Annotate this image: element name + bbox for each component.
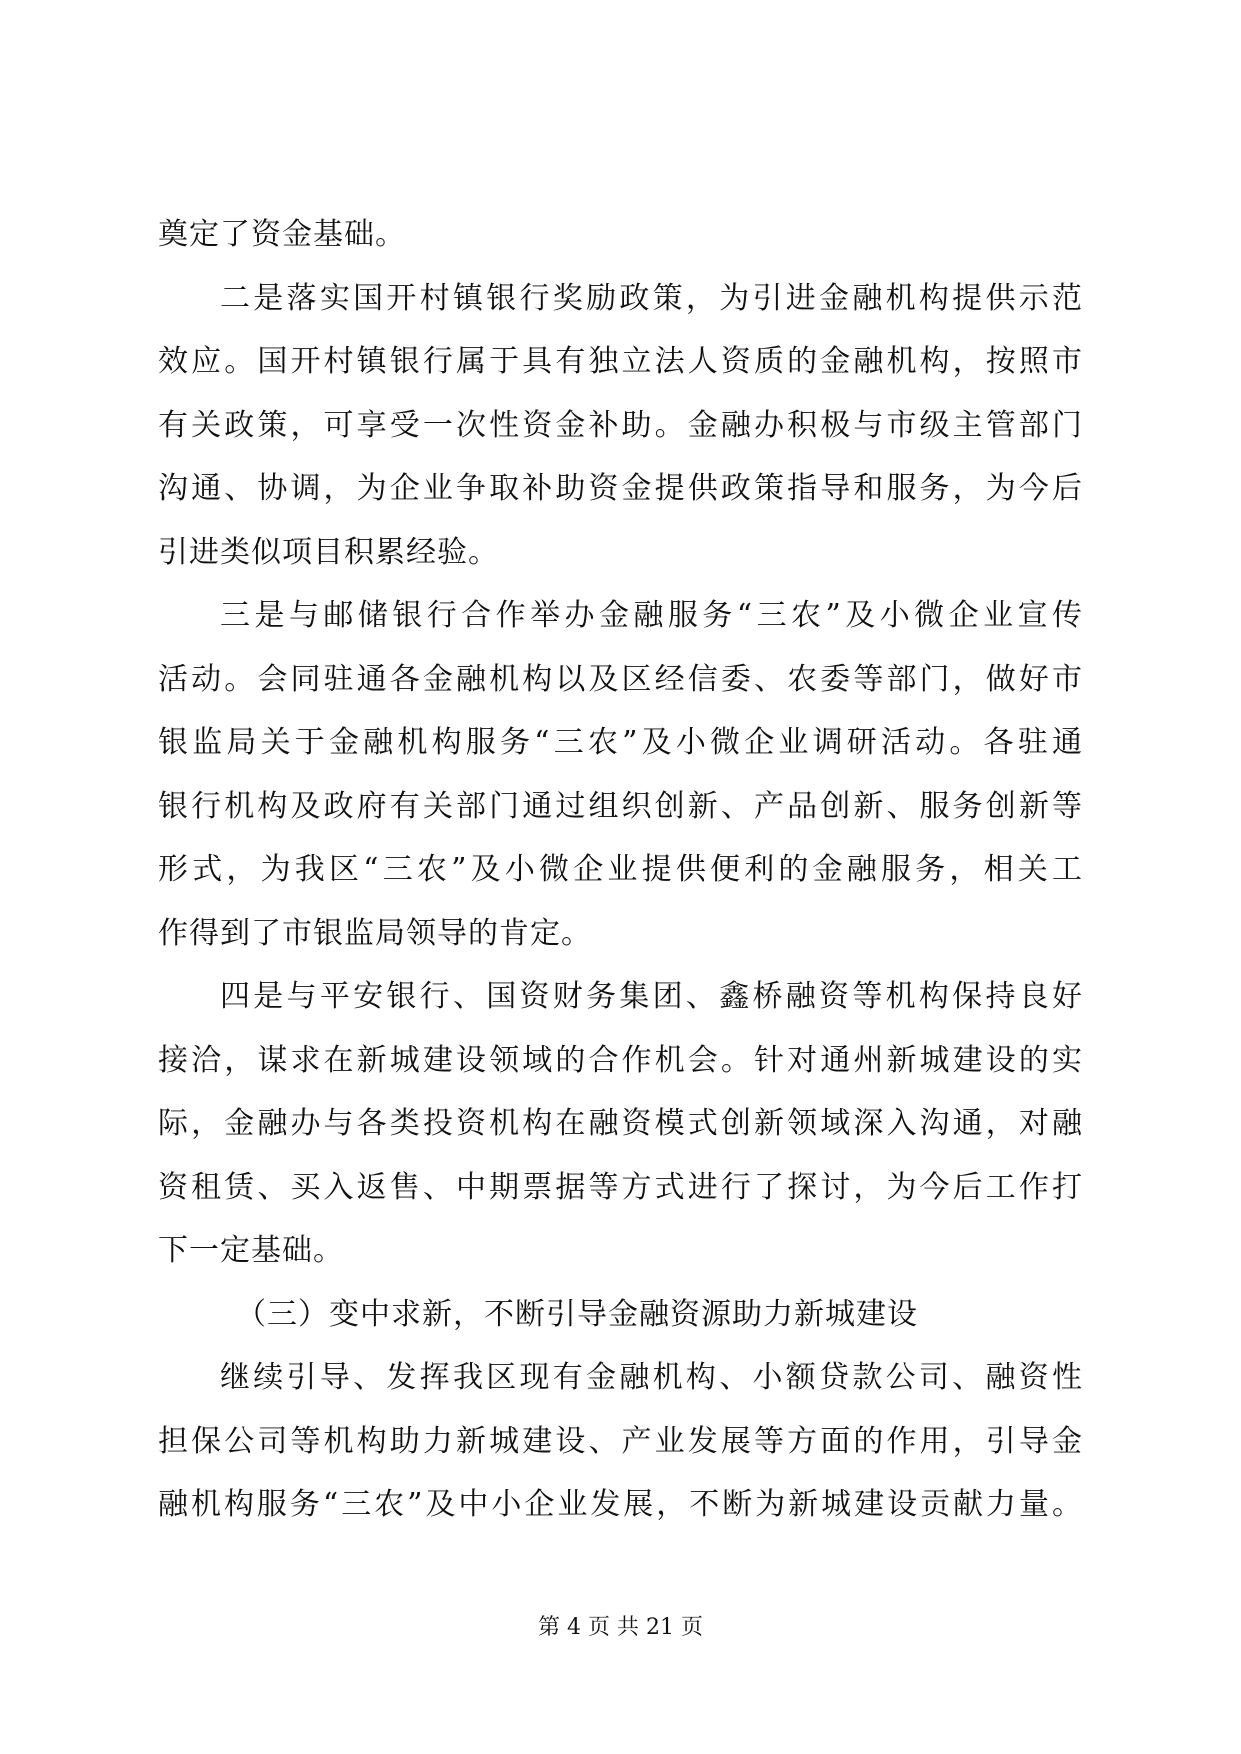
- text-line: 下一定基础。: [158, 1233, 344, 1268]
- text-line: 形式，为我区“三农”及小微企业提供便利的金融服务，相关工: [158, 852, 1083, 887]
- text-line: 三是与邮储银行合作举办金融服务“三农”及小微企业宣传: [220, 598, 1083, 633]
- document-body: [158, 203, 1083, 1537]
- text-line: 引进类似项目积累经验。: [158, 534, 499, 570]
- text-line: 奠定了资金基础。: [158, 217, 406, 252]
- text-line: 资租赁、买入返售、中期票据等方式进行了探讨，为今后工作打: [158, 1169, 1083, 1205]
- text-line: 银监局关于金融机构服务“三农”及小微企业调研活动。各驻通: [158, 725, 1083, 760]
- text-line: 二是落实国开村镇银行奖励政策，为引进金融机构提供示范: [220, 280, 1083, 316]
- text-line: 际，金融办与各类投资机构在融资模式创新领域深入沟通，对融: [158, 1106, 1083, 1141]
- paragraph: [158, 203, 1083, 267]
- paragraph: [158, 267, 1083, 585]
- section-heading-text: （三）变中求新，不断引导金融资源助力新城建设: [236, 1296, 918, 1332]
- text-line: 效应。国开村镇银行属于具有独立法人资质的金融机构，按照市: [158, 344, 1083, 379]
- text-line: 担保公司等机构助力新城建设、产业发展等方面的作用，引导金: [158, 1423, 1083, 1459]
- text-line: 接洽，谋求在新城建设领域的合作机会。针对通州新城建设的实: [158, 1042, 1083, 1078]
- section-heading: [158, 1283, 1083, 1347]
- paragraph: [158, 965, 1083, 1283]
- page-number: 第 4 页 共 21 页: [538, 1615, 703, 1640]
- text-line: 沟通、协调，为企业争取补助资金提供政策指导和服务，为今后: [158, 471, 1083, 506]
- text-line: 继续引导、发挥我区现有金融机构、小额贷款公司、融资性: [220, 1360, 1083, 1395]
- text-line: 四是与平安银行、国资财务集团、鑫桥融资等机构保持良好: [220, 979, 1083, 1014]
- text-line: 融机构服务“三农”及中小企业发展，不断为新城建设贡献力量。: [158, 1487, 1083, 1522]
- paragraph: [158, 584, 1083, 965]
- text-line: 活动。会同驻通各金融机构以及区经信委、农委等部门，做好市: [158, 661, 1083, 697]
- text-line: 银行机构及政府有关部门通过组织创新、产品创新、服务创新等: [158, 788, 1083, 824]
- text-line: 有关政策，可享受一次性资金补助。金融办积极与市级主管部门: [158, 407, 1083, 443]
- page-footer: [0, 1610, 1241, 1641]
- paragraph: [158, 1346, 1083, 1537]
- text-line: 作得到了市银监局领导的肯定。: [158, 915, 592, 951]
